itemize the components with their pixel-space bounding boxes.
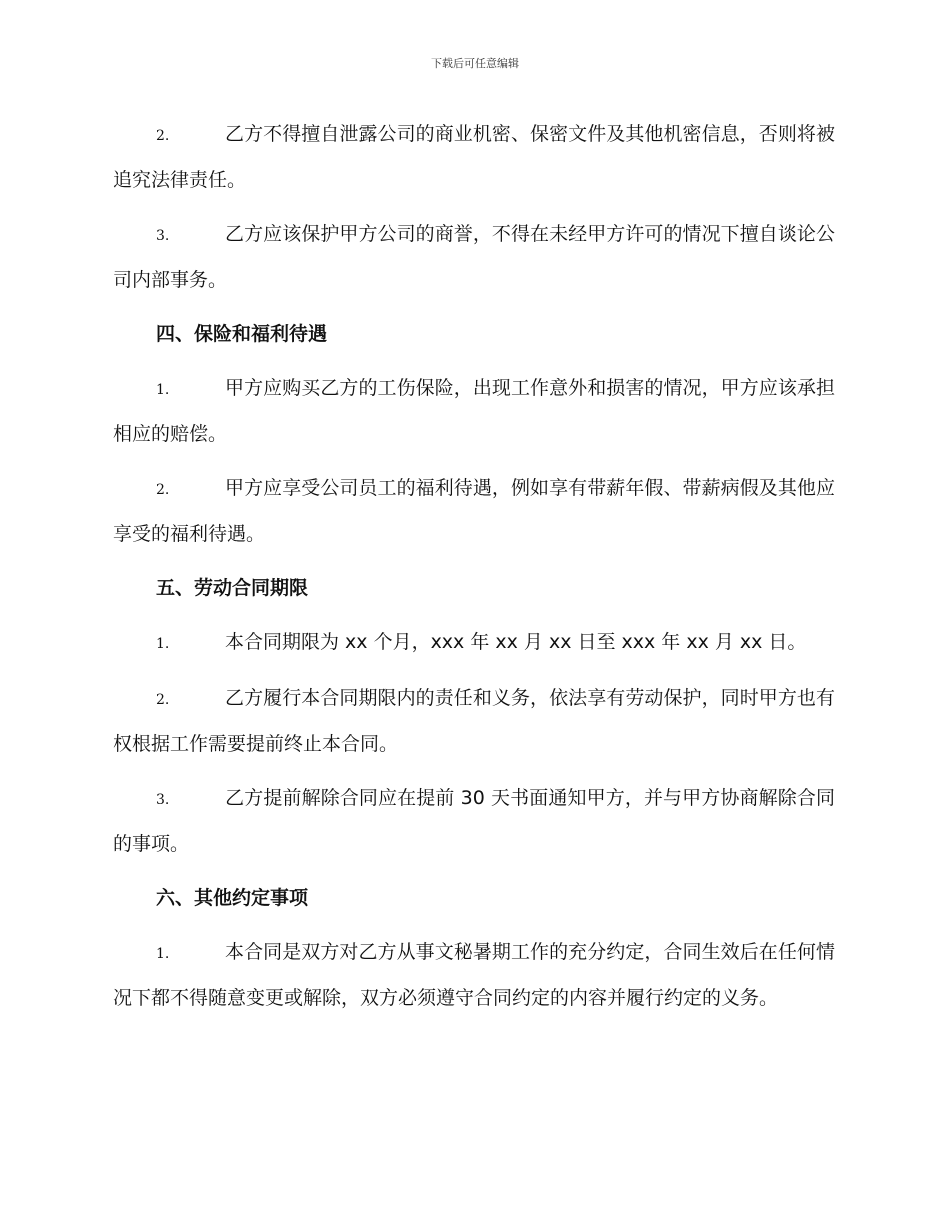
clause-number: 1. xyxy=(156,946,170,962)
clause-text: 乙方不得擅自泄露公司的商业机密、保密文件及其他机密信息，否则将被追究法律责任。 xyxy=(113,123,835,191)
clause-item xyxy=(113,366,835,456)
clause-text: 乙方履行本合同期限内的责任和义务，依法享有劳动保护，同时甲方也有权根据工作需要提前终止本合同。 xyxy=(113,687,835,755)
clause-item xyxy=(113,676,835,766)
section-heading: 六、其他约定事项 xyxy=(156,887,309,909)
clause-item xyxy=(113,930,835,1020)
clause-number: 1. xyxy=(156,382,170,398)
page-header: 下载后可任意编辑 xyxy=(431,57,519,70)
clause-text: 乙方应该保护甲方公司的商誉，不得在未经甲方许可的情况下擅自谈论公司内部事务。 xyxy=(113,223,835,291)
clause-number: 3. xyxy=(156,792,170,808)
section-heading: 四、保险和福利待遇 xyxy=(156,323,328,345)
clause-text: 甲方应享受公司员工的福利待遇，例如享有带薪年假、带薪病假及其他应享受的福利待遇。 xyxy=(113,477,835,545)
clause-text: 乙方提前解除合同应在提前 30 天书面通知甲方，并与甲方协商解除合同的事项。 xyxy=(113,787,835,855)
clause-item xyxy=(113,776,835,866)
clause-number: 1. xyxy=(156,636,170,652)
clause-text: 本合同是双方对乙方从事文秘暑期工作的充分约定，合同生效后在任何情况下都不得随意变更或解除，双方必须遵守合同约定的内容并履行约定的义务。 xyxy=(113,941,835,1009)
document-body xyxy=(113,112,835,1030)
clause-item xyxy=(113,466,835,556)
clause-number: 2. xyxy=(156,128,170,144)
clause-number: 3. xyxy=(156,228,170,244)
clause-number: 2. xyxy=(156,482,170,498)
clause-number: 2. xyxy=(156,692,170,708)
clause-item xyxy=(113,212,835,302)
clause-text: 甲方应购买乙方的工伤保险，出现工作意外和损害的情况，甲方应该承担相应的赔偿。 xyxy=(113,377,835,445)
section-heading: 五、劳动合同期限 xyxy=(156,577,309,599)
clause-item xyxy=(113,620,835,666)
clause-item xyxy=(113,112,835,202)
clause-text: 本合同期限为 xx 个月，xxx 年 xx 月 xx 日至 xxx 年 xx 月 xx 日。 xyxy=(225,631,807,653)
